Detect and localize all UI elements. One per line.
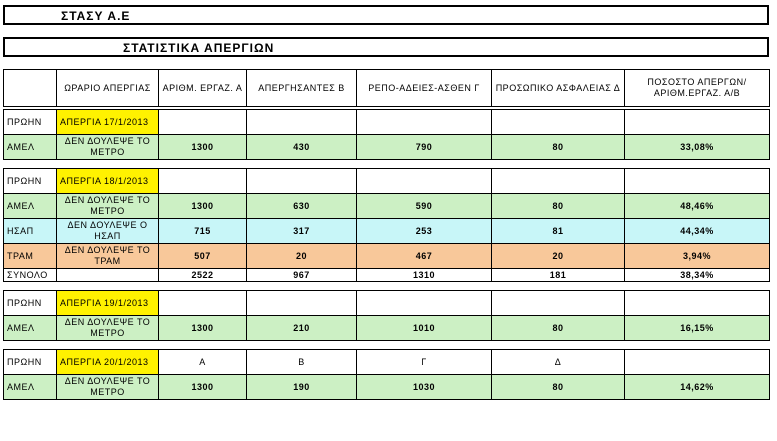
group-spacer bbox=[4, 282, 770, 291]
table-cell: ΔΕΝ ΔΟΥΛΕΨΕ ΤΟ ΜΕΤΡΟ bbox=[57, 316, 159, 341]
header-cell-leave: ΡΕΠΟ-ΑΔΕΙΕΣ-ΑΣΘΕΝ Γ bbox=[357, 70, 492, 107]
strike-date-cell: ΑΠΕΡΓΙΑ 18/1/2013 bbox=[57, 169, 159, 194]
group-spacer bbox=[4, 160, 770, 169]
table-cell: 80 bbox=[492, 194, 625, 219]
table-cell bbox=[159, 110, 247, 135]
table-cell: 80 bbox=[492, 135, 625, 160]
table-cell: 80 bbox=[492, 316, 625, 341]
table-cell: ΤΡΑΜ bbox=[4, 244, 57, 269]
table-cell: ΠΡΩΗΝ bbox=[4, 169, 57, 194]
table-cell: 16,15% bbox=[625, 316, 770, 341]
table-cell bbox=[247, 291, 357, 316]
table-cell: ΔΕΝ ΔΟΥΛΕΨΕ ΤΟ ΜΕΤΡΟ bbox=[57, 375, 159, 400]
table-cell: 80 bbox=[492, 375, 625, 400]
table-cell: 1300 bbox=[159, 316, 247, 341]
strike-date-row bbox=[4, 110, 770, 135]
strike-date-row bbox=[4, 169, 770, 194]
total-row bbox=[4, 269, 770, 282]
strike-date-cell: ΑΠΕΡΓΙΑ 17/1/2013 bbox=[57, 110, 159, 135]
table-cell: 1300 bbox=[159, 194, 247, 219]
table-cell: 190 bbox=[247, 375, 357, 400]
company-title: ΣΤΑΣΥ Α.Ε bbox=[61, 9, 131, 23]
table-cell: 430 bbox=[247, 135, 357, 160]
table-cell bbox=[57, 269, 159, 282]
table-row bbox=[4, 375, 770, 400]
table-cell: ΠΡΩΗΝ bbox=[4, 350, 57, 375]
table-cell bbox=[357, 291, 492, 316]
header-cell-strike-schedule: ΩΡΑΡΙΟ ΑΠΕΡΓΙΑΣ bbox=[57, 70, 159, 107]
table-cell: 1010 bbox=[357, 316, 492, 341]
table-cell: 48,46% bbox=[625, 194, 770, 219]
table-cell: 1300 bbox=[159, 135, 247, 160]
table-cell bbox=[357, 110, 492, 135]
table-cell bbox=[247, 169, 357, 194]
table-cell bbox=[625, 110, 770, 135]
report-title: ΣΤΑΤΙΣΤΙΚΑ ΑΠΕΡΓΙΩΝ bbox=[123, 41, 275, 55]
table-cell bbox=[625, 169, 770, 194]
table-cell: 1310 bbox=[357, 269, 492, 282]
header-row bbox=[4, 70, 770, 107]
header-cell-percentage: ΠΟΣΟΣΤΟ ΑΠΕΡΓΩΝ/ΑΡΙΘΜ.ΕΡΓΑΖ. Α/Β bbox=[625, 70, 770, 107]
table-cell bbox=[492, 169, 625, 194]
strike-date-cell: ΑΠΕΡΓΙΑ 19/1/2013 bbox=[57, 291, 159, 316]
header-cell-blank bbox=[4, 70, 57, 107]
report-title-box bbox=[3, 37, 769, 57]
table-cell: ΔΕΝ ΔΟΥΛΕΨΕ ΤΟ ΜΕΤΡΟ bbox=[57, 135, 159, 160]
table-cell: 715 bbox=[159, 219, 247, 244]
table-cell: ΔΕΝ ΔΟΥΛΕΨΕ ΤΟ ΜΕΤΡΟ bbox=[57, 194, 159, 219]
table-cell bbox=[159, 291, 247, 316]
company-title-box bbox=[3, 5, 769, 25]
strike-date-row bbox=[4, 291, 770, 316]
header-cell-employees: ΑΡΙΘΜ. ΕΡΓΑΖ. Α bbox=[159, 70, 247, 107]
strike-date-cell: ΑΠΕΡΓΙΑ 20/1/2013 bbox=[57, 350, 159, 375]
table-cell: 181 bbox=[492, 269, 625, 282]
strike-statistics-table bbox=[3, 69, 770, 400]
header-cell-safety-staff: ΠΡΟΣΩΠΙΚΟ ΑΣΦΑΛΕΙΑΣ Δ bbox=[492, 70, 625, 107]
table-cell: 790 bbox=[357, 135, 492, 160]
table-cell: ΑΜΕΛ bbox=[4, 194, 57, 219]
table-cell: 1030 bbox=[357, 375, 492, 400]
table-cell: 253 bbox=[357, 219, 492, 244]
table-cell: ΣΥΝΟΛΟ bbox=[4, 269, 57, 282]
table-cell: ΗΣΑΠ bbox=[4, 219, 57, 244]
table-cell: 467 bbox=[357, 244, 492, 269]
header-cell-strikers: ΑΠΕΡΓΗΣΑΝΤΕΣ Β bbox=[247, 70, 357, 107]
table-cell: 33,08% bbox=[625, 135, 770, 160]
table-cell bbox=[492, 110, 625, 135]
table-cell: 630 bbox=[247, 194, 357, 219]
table-cell: 20 bbox=[492, 244, 625, 269]
strike-date-row bbox=[4, 350, 770, 375]
table-cell: 507 bbox=[159, 244, 247, 269]
table-cell bbox=[159, 169, 247, 194]
table-cell: ΔΕΝ ΔΟΥΛΕΨΕ ΤΟ ΤΡΑΜ bbox=[57, 244, 159, 269]
table-cell: ΑΜΕΛ bbox=[4, 316, 57, 341]
table-cell: 1300 bbox=[159, 375, 247, 400]
table-cell: 967 bbox=[247, 269, 357, 282]
table-cell bbox=[625, 350, 770, 375]
table-row bbox=[4, 135, 770, 160]
table-cell: 38,34% bbox=[625, 269, 770, 282]
table-cell: 44,34% bbox=[625, 219, 770, 244]
table-row bbox=[4, 219, 770, 244]
table-cell: Γ bbox=[357, 350, 492, 375]
table-cell: Α bbox=[159, 350, 247, 375]
table-cell: ΑΜΕΛ bbox=[4, 135, 57, 160]
table-cell bbox=[625, 291, 770, 316]
table-cell: Β bbox=[247, 350, 357, 375]
table-cell: 2522 bbox=[159, 269, 247, 282]
table-cell: 14,62% bbox=[625, 375, 770, 400]
table-cell: ΑΜΕΛ bbox=[4, 375, 57, 400]
table-cell: 317 bbox=[247, 219, 357, 244]
table-cell: ΠΡΩΗΝ bbox=[4, 291, 57, 316]
group-spacer bbox=[4, 341, 770, 350]
table-cell: 210 bbox=[247, 316, 357, 341]
table-row bbox=[4, 244, 770, 269]
table-cell bbox=[492, 291, 625, 316]
table-row bbox=[4, 194, 770, 219]
table-cell: 590 bbox=[357, 194, 492, 219]
table-row bbox=[4, 316, 770, 341]
table-cell bbox=[357, 169, 492, 194]
table-cell: 20 bbox=[247, 244, 357, 269]
table-cell: ΠΡΩΗΝ bbox=[4, 110, 57, 135]
table-cell bbox=[247, 110, 357, 135]
table-cell: ΔΕΝ ΔΟΥΛΕΨΕ Ο ΗΣΑΠ bbox=[57, 219, 159, 244]
table-cell: 81 bbox=[492, 219, 625, 244]
table-cell: 3,94% bbox=[625, 244, 770, 269]
table-cell: Δ bbox=[492, 350, 625, 375]
